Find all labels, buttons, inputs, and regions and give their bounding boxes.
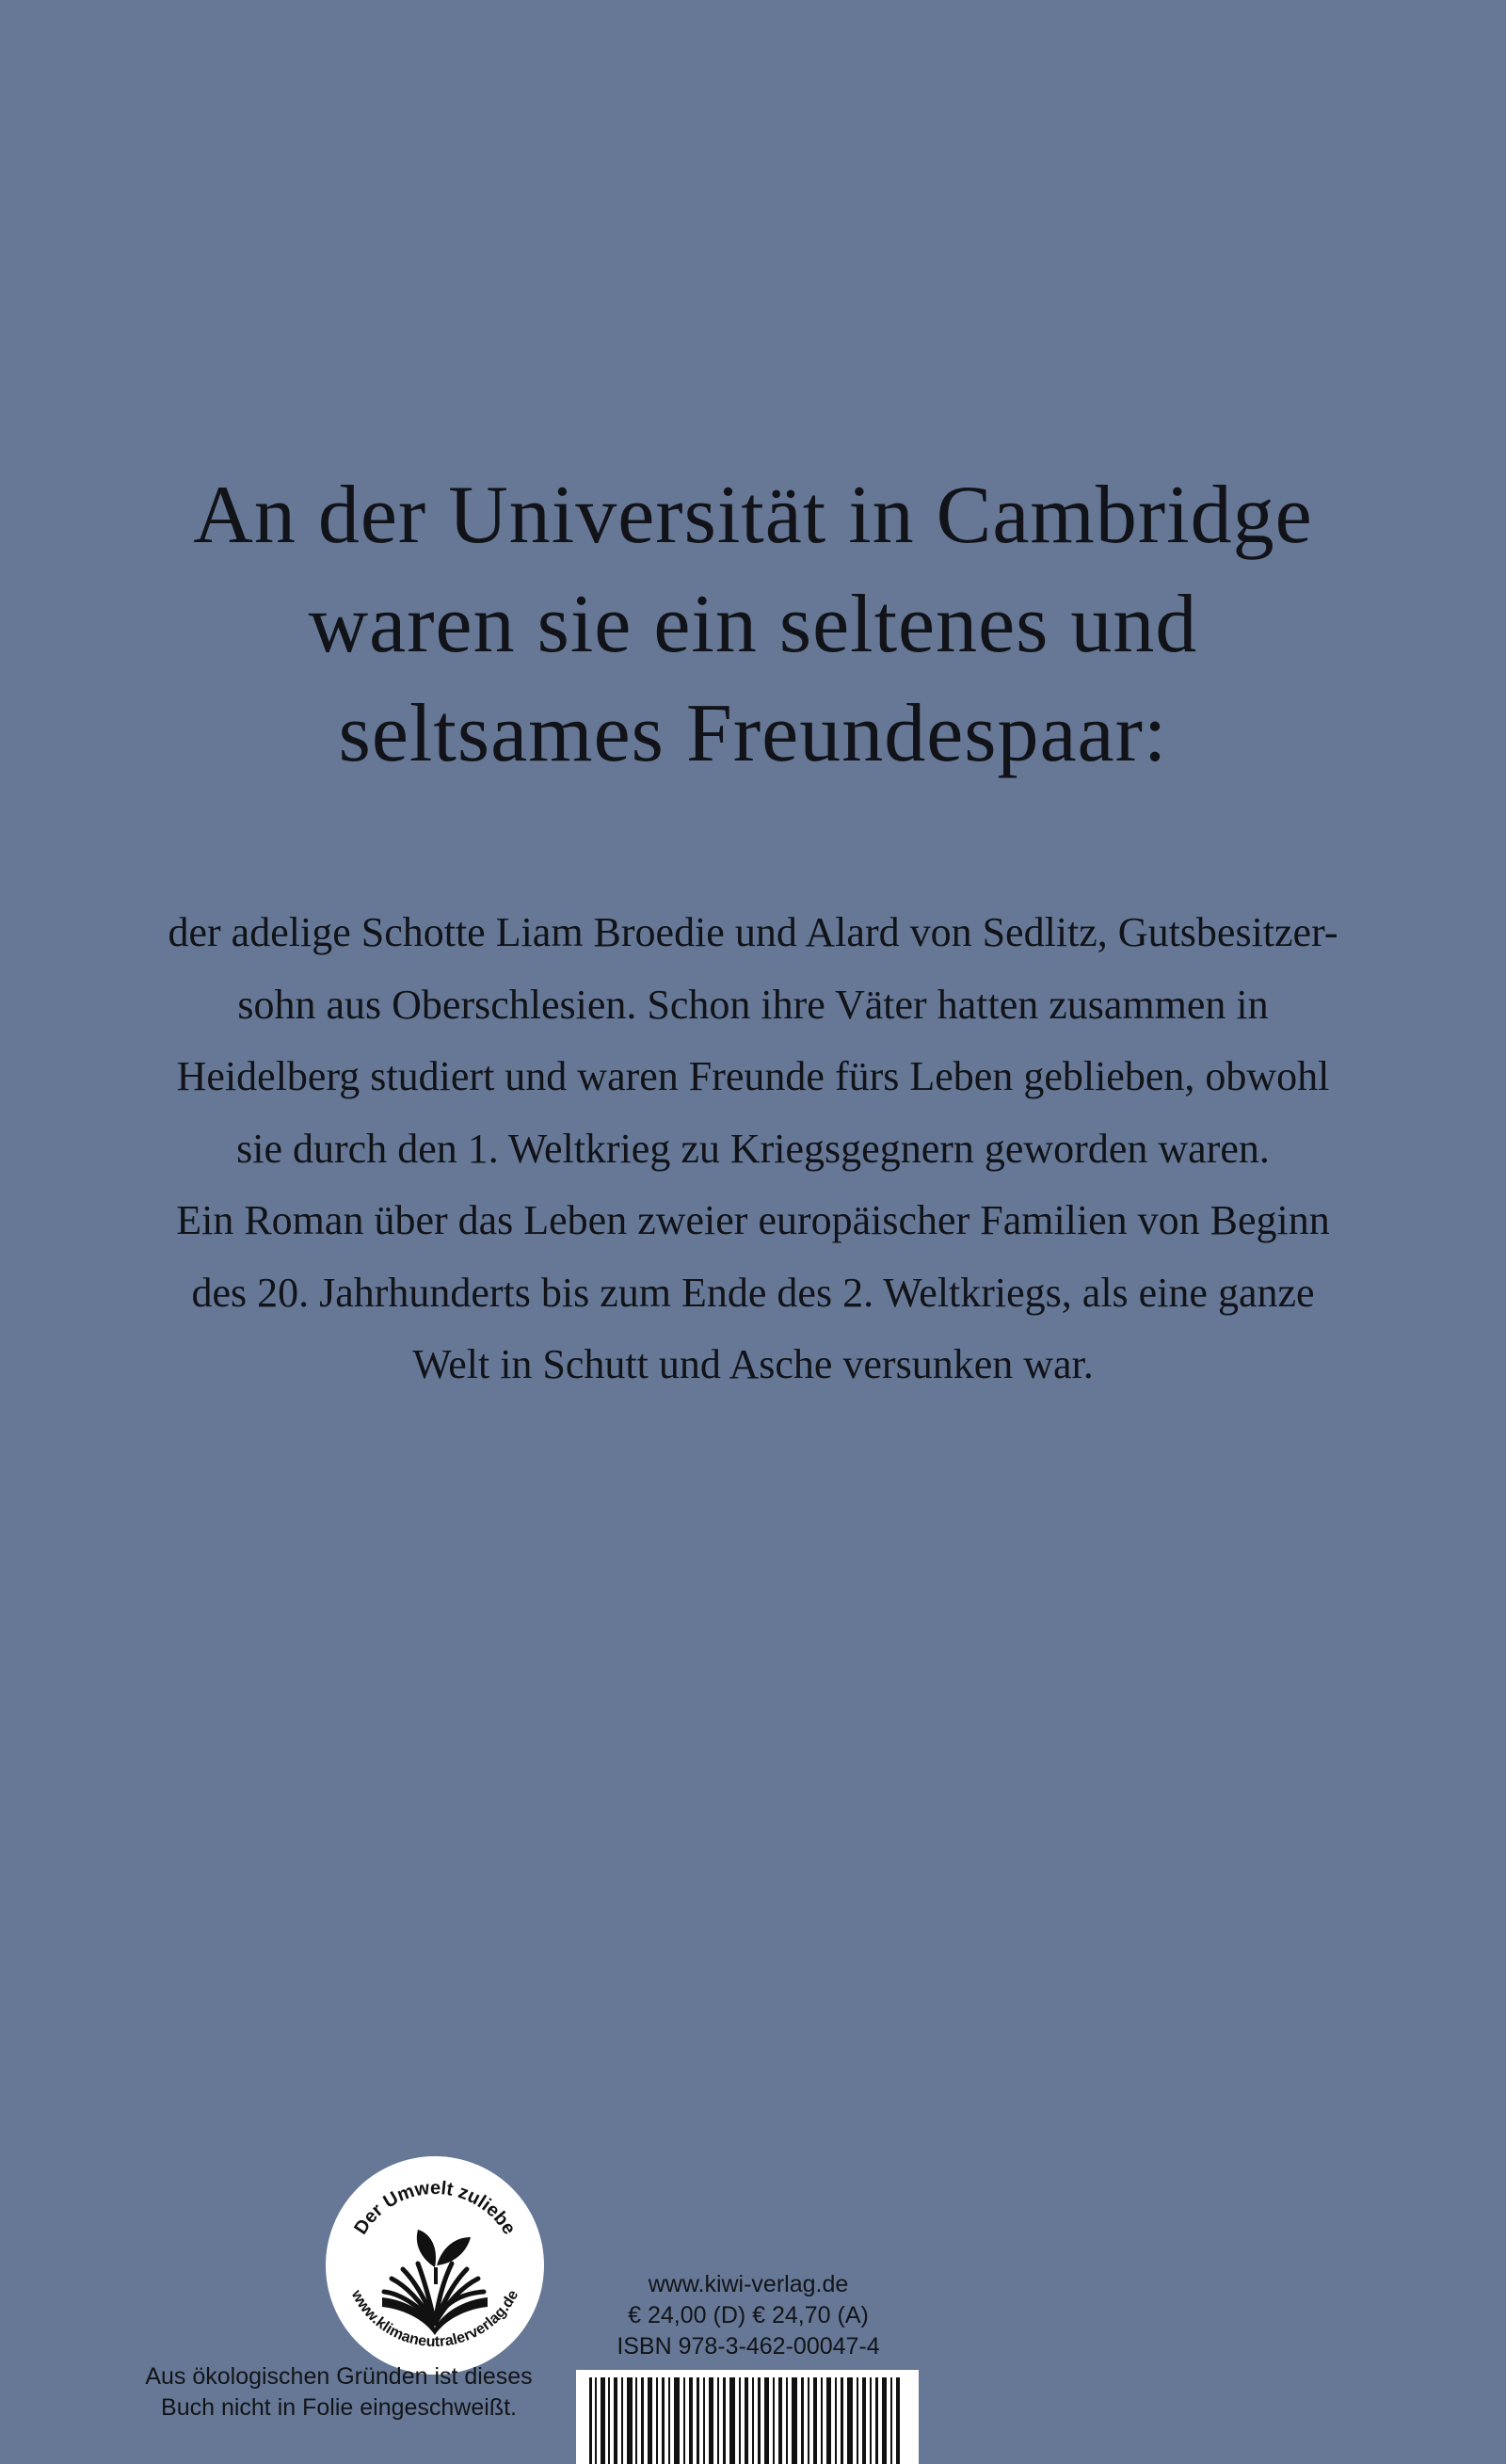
headline-line-3: seltsames Freundespaar:: [338, 688, 1168, 779]
badge-top-text: Der Umwelt zuliebe: [350, 2177, 520, 2239]
headline: [0, 461, 1506, 789]
blurb: [0, 897, 1506, 1401]
badge-bottom-text: www.klimaneutralerverlag.de: [347, 2287, 522, 2351]
blurb-line-5: Ein Roman über das Leben zweier europäischer Familien von Beginn: [176, 1197, 1330, 1243]
blurb-line-4: sie durch den 1. Weltkrieg zu Kriegsgegnern geworden waren.: [236, 1125, 1270, 1172]
isbn-line: ISBN 978-3-462-00047-4: [617, 2333, 880, 2360]
blurb-line-6: des 20. Jahrhunderts bis zum Ende des 2. Weltkriegs, als eine ganze: [191, 1269, 1315, 1316]
eco-badge: [326, 2156, 544, 2375]
blurb-line-1: der adelige Schotte Liam Broedie und Alard von Sedlitz, Gutsbesitzer-: [168, 909, 1338, 955]
headline-line-1: An der Universität in Cambridge: [193, 470, 1313, 561]
price-line: € 24,00 (D) € 24,70 (A): [628, 2302, 869, 2328]
imprint: [579, 2269, 918, 2362]
eco-note-line-1: Aus ökologischen Gründen ist dieses: [145, 2363, 533, 2390]
publisher-website: www.kiwi-verlag.de: [648, 2271, 849, 2297]
blurb-line-7: Welt in Schutt und Asche versunken war.: [412, 1341, 1094, 1387]
book-with-leaves-icon: [326, 2156, 544, 2375]
barcode-icon: [576, 2370, 919, 2464]
eco-note-line-2: Buch nicht in Folie eingeschweißt.: [161, 2394, 517, 2421]
barcode: [576, 2370, 919, 2464]
svg-text:Der Umwelt zuliebe: [350, 2178, 520, 2238]
headline-line-2: waren sie ein seltenes und: [308, 579, 1198, 670]
blurb-line-2: sohn aus Oberschlesien. Schon ihre Väter hatten zusammen in: [237, 981, 1269, 1028]
blurb-line-3: Heidelberg studiert und waren Freunde fürs Leben geblieben, obwohl: [176, 1053, 1330, 1099]
eco-note: [122, 2361, 555, 2424]
